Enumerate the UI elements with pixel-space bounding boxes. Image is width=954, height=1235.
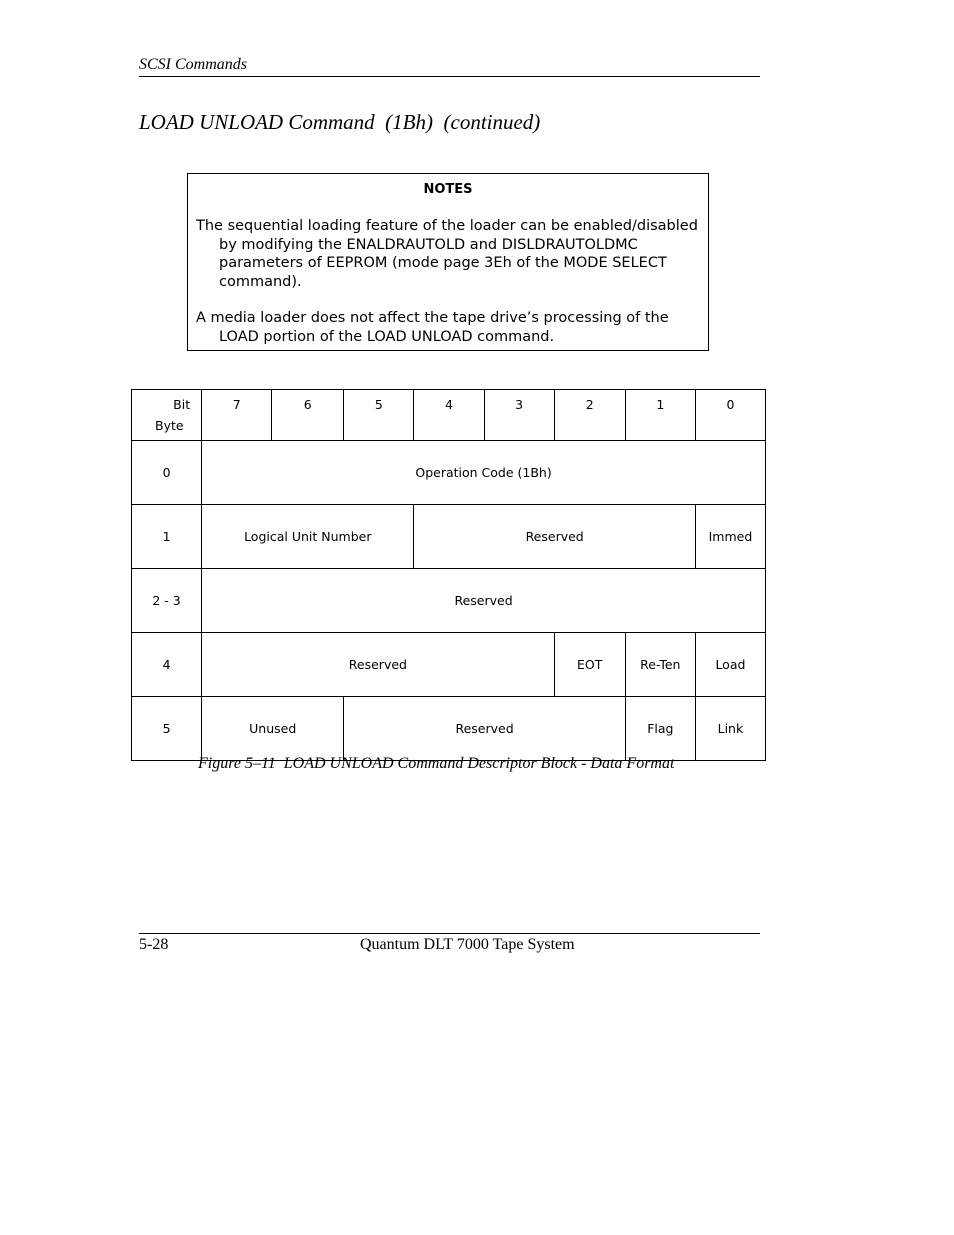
field-cell: Logical Unit Number: [202, 505, 414, 569]
table-row: [132, 569, 766, 633]
field-cell: Reserved: [202, 633, 555, 697]
field-cell: Load: [695, 633, 765, 697]
field-cell: Operation Code (1Bh): [202, 441, 766, 505]
bit-header-cell: 7: [202, 390, 272, 441]
byte-number-cell: 4: [132, 633, 202, 697]
note-paragraph: A media loader does not affect the tape drive’s processing of the LOAD portion of the LOAD UNLOAD command.: [196, 310, 669, 345]
notes-box: [187, 173, 709, 351]
section-title: LOAD UNLOAD Command (1Bh) (continued): [139, 110, 541, 134]
field-cell: EOT: [554, 633, 625, 697]
bit-header-cell: 2: [554, 390, 625, 441]
field-cell: Reserved: [414, 505, 695, 569]
header-rule: [139, 76, 760, 77]
footer-title: Quantum DLT 7000 Tape System: [360, 936, 575, 953]
table-body: [132, 390, 766, 761]
note-paragraph: The sequential loading feature of the loader can be enabled/disabled by modifying the ENALDRAUTOLD and DISLDRAUTOLDMC parameters of EEPROM (mode page 3Eh of the MODE SELECT command).: [196, 218, 698, 290]
byte-number-cell: 0: [132, 441, 202, 505]
field-cell: Immed: [695, 505, 765, 569]
bit-header-cell: 3: [484, 390, 554, 441]
table-row: [132, 697, 766, 761]
bit-header-cell: 0: [695, 390, 765, 441]
figure-caption: Figure 5–11 LOAD UNLOAD Command Descriptor Block - Data Format: [198, 755, 675, 772]
bit-label: Bit: [173, 397, 191, 412]
page-number: 5-28: [139, 936, 169, 953]
bit-header-row: [132, 390, 766, 441]
field-cell: Reserved: [202, 569, 766, 633]
byte-label: Byte: [155, 418, 184, 433]
byte-number-cell: 2 - 3: [132, 569, 202, 633]
bit-header-cell: 6: [272, 390, 344, 441]
footer-rule: [139, 933, 760, 934]
field-cell: Re-Ten: [625, 633, 695, 697]
table-row: [132, 505, 766, 569]
field-cell: Flag: [625, 697, 695, 761]
field-cell: Unused: [202, 697, 344, 761]
command-descriptor-block-table: [131, 389, 766, 761]
field-cell: Link: [695, 697, 765, 761]
field-cell: Reserved: [344, 697, 625, 761]
bit-byte-corner-cell: [132, 390, 202, 441]
byte-number-cell: 1: [132, 505, 202, 569]
running-header: SCSI Commands: [139, 56, 248, 73]
notes-heading: NOTES: [423, 182, 473, 197]
bit-header-cell: 5: [344, 390, 414, 441]
table-row: [132, 633, 766, 697]
bit-header-cell: 1: [625, 390, 695, 441]
bit-header-cell: 4: [414, 390, 484, 441]
table-row: [132, 441, 766, 505]
byte-number-cell: 5: [132, 697, 202, 761]
